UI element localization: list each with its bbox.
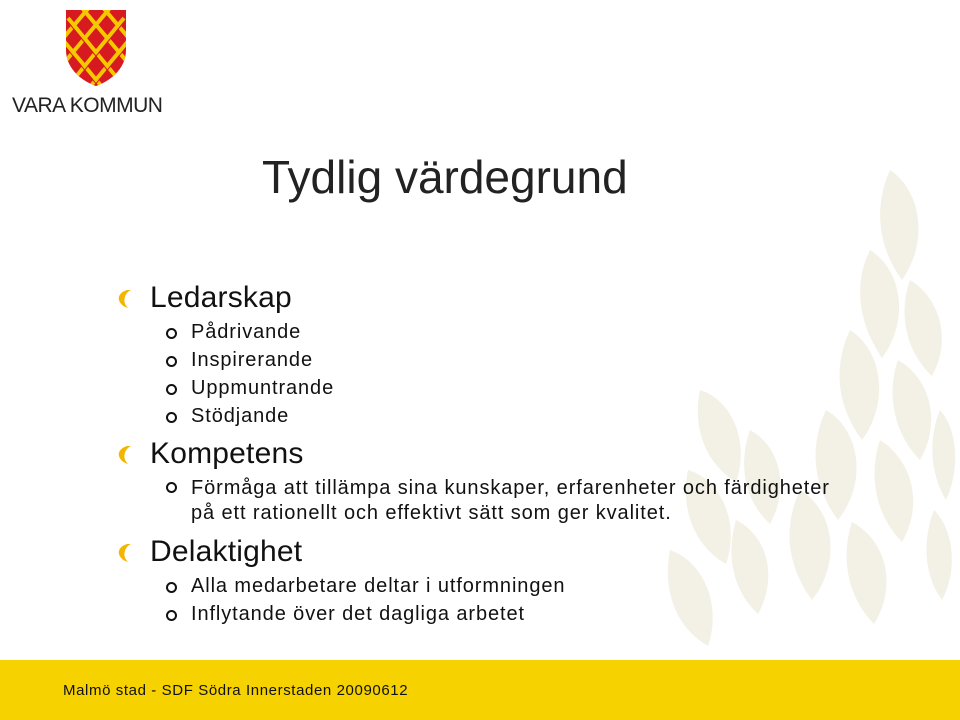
ring-bullet-icon [166, 582, 177, 593]
list-item [118, 600, 918, 628]
logo-text: VARA KOMMUN [12, 94, 163, 117]
list-item [118, 572, 918, 600]
list-item-text: Inspirerande [191, 349, 313, 371]
ring-bullet-icon [166, 610, 177, 621]
list-item [118, 402, 918, 430]
half-moon-bullet-icon [118, 446, 132, 464]
footer-bar [0, 660, 960, 720]
ring-bullet-icon [166, 328, 177, 339]
ring-bullet-icon [166, 412, 177, 423]
section-heading-ledarskap [118, 278, 918, 318]
ring-bullet-icon [166, 356, 177, 367]
footer-text: Malmö stad - SDF Södra Innerstaden 20090612 [63, 682, 409, 699]
list-item-text: Stödjande [191, 405, 290, 427]
ring-bullet-icon [166, 482, 177, 493]
section-heading-kompetens [118, 434, 918, 474]
list-item [118, 346, 918, 374]
list-item-text: Pådrivande [191, 321, 302, 343]
list-item-text: Uppmuntrande [191, 377, 335, 399]
ring-bullet-icon [166, 384, 177, 395]
slide-content [118, 278, 918, 628]
list-item [118, 318, 918, 346]
section-heading-text: Delaktighet [150, 535, 303, 568]
section-heading-delaktighet [118, 532, 918, 572]
vara-kommun-logo [12, 8, 182, 117]
list-item-text: Alla medarbetare deltar i utformningen [191, 575, 566, 597]
half-moon-bullet-icon [118, 290, 132, 308]
list-item [118, 474, 831, 528]
list-item-text: Förmåga att tillämpa sina kunskaper, erfarenheter och färdigheter på ett rationellt och effektivt sätt som ger kvalitet. [191, 477, 830, 524]
coat-of-arms-icon [64, 8, 128, 88]
list-item [118, 374, 918, 402]
list-item-text: Inflytande över det dagliga arbetet [191, 603, 525, 625]
section-heading-text: Ledarskap [150, 281, 292, 314]
section-heading-text: Kompetens [150, 437, 304, 470]
slide-title: Tydlig värdegrund [262, 151, 628, 203]
half-moon-bullet-icon [118, 544, 132, 562]
